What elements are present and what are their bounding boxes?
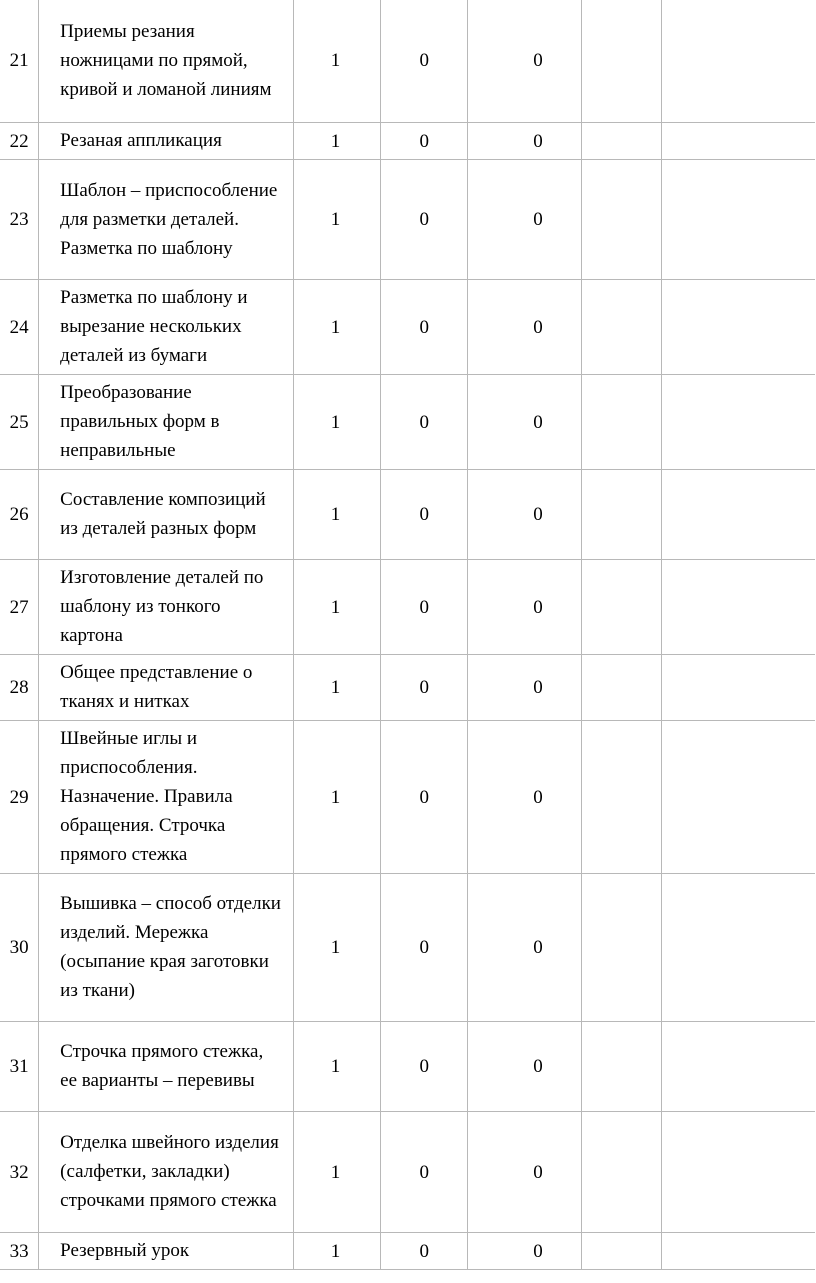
date-plan-cell xyxy=(581,721,661,874)
lesson-topic: Вышивка – способ отделки изделий. Мережка (осыпание края заготовки из ткани) xyxy=(39,874,294,1022)
table-row xyxy=(0,160,815,280)
date-fact-cell xyxy=(661,1022,815,1112)
hours-theory: 0 xyxy=(381,655,468,721)
hours-practice: 0 xyxy=(468,1233,582,1270)
lesson-topic: Резервный урок xyxy=(39,1233,294,1270)
hours-practice: 0 xyxy=(468,1112,582,1233)
lesson-number: 28 xyxy=(0,655,39,721)
date-plan-cell xyxy=(581,375,661,470)
date-plan-cell xyxy=(581,160,661,280)
date-plan-cell xyxy=(581,123,661,160)
date-plan-cell xyxy=(581,280,661,375)
date-fact-cell xyxy=(661,721,815,874)
lesson-topic: Изготовление деталей по шаблону из тонкого картона xyxy=(39,560,294,655)
hours-practice: 0 xyxy=(468,375,582,470)
lesson-topic: Составление композиций из деталей разных форм xyxy=(39,470,294,560)
hours-total: 1 xyxy=(294,375,381,470)
hours-theory: 0 xyxy=(381,123,468,160)
table-row xyxy=(0,1233,815,1270)
lesson-topic: Отделка швейного изделия (салфетки, закладки) строчками прямого стежка xyxy=(39,1112,294,1233)
lesson-number: 31 xyxy=(0,1022,39,1112)
date-plan-cell xyxy=(581,1022,661,1112)
date-fact-cell xyxy=(661,160,815,280)
table-row xyxy=(0,874,815,1022)
hours-total: 1 xyxy=(294,123,381,160)
lesson-topic: Строчка прямого стежка, ее варианты – перевивы xyxy=(39,1022,294,1112)
lesson-number: 33 xyxy=(0,1233,39,1270)
lesson-topic: Шаблон – приспособление для разметки деталей. Разметка по шаблону xyxy=(39,160,294,280)
table-row xyxy=(0,560,815,655)
lesson-number: 29 xyxy=(0,721,39,874)
hours-theory: 0 xyxy=(381,874,468,1022)
table-row xyxy=(0,123,815,160)
date-fact-cell xyxy=(661,1112,815,1233)
lesson-number: 22 xyxy=(0,123,39,160)
lesson-number: 26 xyxy=(0,470,39,560)
hours-theory: 0 xyxy=(381,560,468,655)
hours-theory: 0 xyxy=(381,0,468,123)
table-row xyxy=(0,280,815,375)
hours-total: 1 xyxy=(294,0,381,123)
table-row xyxy=(0,470,815,560)
table-row xyxy=(0,721,815,874)
hours-theory: 0 xyxy=(381,721,468,874)
hours-total: 1 xyxy=(294,721,381,874)
table-row xyxy=(0,1112,815,1233)
date-fact-cell xyxy=(661,874,815,1022)
date-fact-cell xyxy=(661,655,815,721)
table-row xyxy=(0,375,815,470)
hours-total: 1 xyxy=(294,160,381,280)
date-plan-cell xyxy=(581,0,661,123)
hours-theory: 0 xyxy=(381,1112,468,1233)
hours-theory: 0 xyxy=(381,470,468,560)
date-plan-cell xyxy=(581,655,661,721)
hours-total: 1 xyxy=(294,1112,381,1233)
lesson-topic: Разметка по шаблону и вырезание нескольких деталей из бумаги xyxy=(39,280,294,375)
date-plan-cell xyxy=(581,1233,661,1270)
lesson-number: 21 xyxy=(0,0,39,123)
hours-theory: 0 xyxy=(381,375,468,470)
hours-total: 1 xyxy=(294,1022,381,1112)
lesson-number: 30 xyxy=(0,874,39,1022)
lesson-topic: Швейные иглы и приспособления. Назначение. Правила обращения. Строчка прямого стежка xyxy=(39,721,294,874)
table-row xyxy=(0,655,815,721)
lesson-number: 32 xyxy=(0,1112,39,1233)
hours-practice: 0 xyxy=(468,160,582,280)
date-fact-cell xyxy=(661,1233,815,1270)
hours-practice: 0 xyxy=(468,721,582,874)
table-row xyxy=(0,0,815,123)
hours-practice: 0 xyxy=(468,655,582,721)
lesson-number: 24 xyxy=(0,280,39,375)
date-plan-cell xyxy=(581,560,661,655)
date-plan-cell xyxy=(581,470,661,560)
hours-practice: 0 xyxy=(468,123,582,160)
lesson-topic: Общее представление о тканях и нитках xyxy=(39,655,294,721)
hours-total: 1 xyxy=(294,560,381,655)
hours-theory: 0 xyxy=(381,280,468,375)
hours-total: 1 xyxy=(294,470,381,560)
hours-theory: 0 xyxy=(381,160,468,280)
hours-practice: 0 xyxy=(468,560,582,655)
hours-practice: 0 xyxy=(468,470,582,560)
date-fact-cell xyxy=(661,470,815,560)
date-fact-cell xyxy=(661,0,815,123)
hours-practice: 0 xyxy=(468,874,582,1022)
date-plan-cell xyxy=(581,1112,661,1233)
hours-total: 1 xyxy=(294,655,381,721)
lesson-number: 25 xyxy=(0,375,39,470)
lesson-topic: Резаная аппликация xyxy=(39,123,294,160)
hours-practice: 0 xyxy=(468,280,582,375)
hours-practice: 0 xyxy=(468,0,582,123)
lesson-number: 23 xyxy=(0,160,39,280)
lesson-number: 27 xyxy=(0,560,39,655)
date-fact-cell xyxy=(661,375,815,470)
hours-theory: 0 xyxy=(381,1233,468,1270)
hours-total: 1 xyxy=(294,280,381,375)
date-plan-cell xyxy=(581,874,661,1022)
hours-practice: 0 xyxy=(468,1022,582,1112)
lesson-topic: Преобразование правильных форм в неправильные xyxy=(39,375,294,470)
lesson-topic: Приемы резания ножницами по прямой, кривой и ломаной линиям xyxy=(39,0,294,123)
date-fact-cell xyxy=(661,280,815,375)
table-row xyxy=(0,1022,815,1112)
date-fact-cell xyxy=(661,560,815,655)
hours-total: 1 xyxy=(294,1233,381,1270)
hours-total: 1 xyxy=(294,874,381,1022)
hours-theory: 0 xyxy=(381,1022,468,1112)
date-fact-cell xyxy=(661,123,815,160)
